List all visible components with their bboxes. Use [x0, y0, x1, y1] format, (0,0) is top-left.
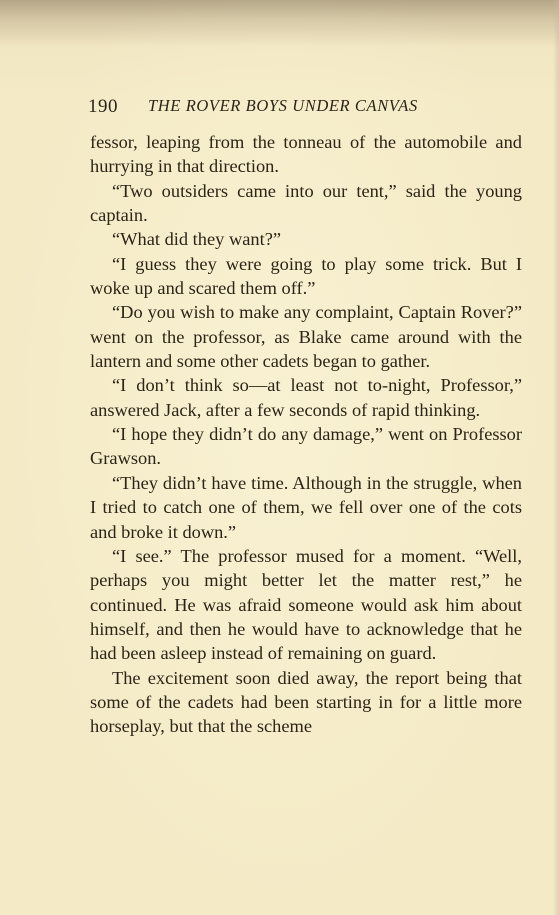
running-title: THE ROVER BOYS UNDER CANVAS — [148, 96, 418, 115]
body-text — [90, 130, 522, 739]
paragraph: “I see.” The professor mused for a moment. “Well, perhaps you might better let the matter rest,” he continued. He was afraid someone would ask him about himself, and then he would have to acknowledge that he had been asleep instead of remaining on guard. — [90, 545, 522, 664]
running-header — [88, 96, 528, 120]
paragraph: “I don’t think so—at least not to-night, Professor,” answered Jack, after a few seconds of rapid thinking. — [90, 375, 522, 420]
paragraph: “They didn’t have time. Although in the struggle, when I tried to catch one of them, we fell over one of the cots and broke it down.” — [90, 472, 522, 542]
page-number: 190 — [88, 96, 118, 117]
paragraph: The excitement soon died away, the report being that some of the cadets had been starting in for a little more horseplay, but that the scheme — [90, 667, 522, 737]
page-top-stain — [0, 0, 559, 46]
page-edge-shadow — [553, 0, 559, 915]
paragraph: “I hope they didn’t do any damage,” went on Professor Grawson. — [90, 424, 522, 469]
paragraph-continued: fessor, leaping from the tonneau of the automobile and hurrying in that direction. — [90, 132, 522, 177]
paragraph: “What did they want?” — [112, 229, 282, 250]
paragraph: “Two outsiders came into our tent,” said the young captain. — [90, 180, 522, 226]
paragraph: “Do you wish to make any complaint, Captain Rover?” went on the professor, as Blake came around with the lantern and some other cadets began to gather. — [90, 302, 522, 372]
paragraph: “I guess they were going to play some trick. But I woke up and scared them off.” — [90, 253, 522, 299]
